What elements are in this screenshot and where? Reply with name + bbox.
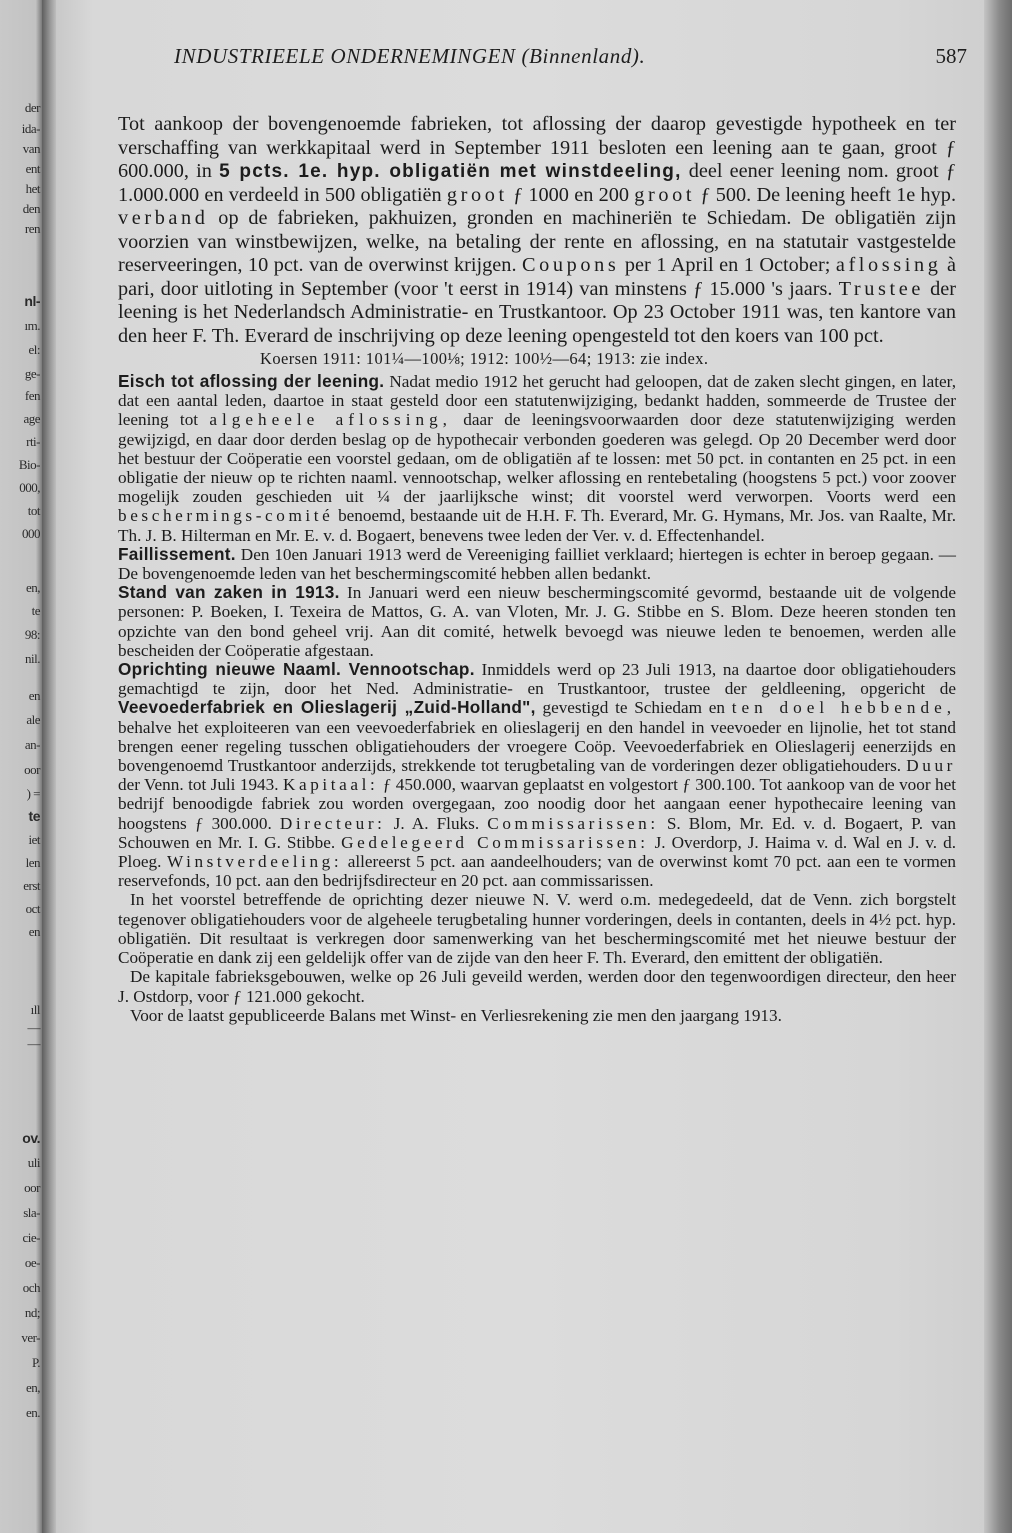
- margin-fragment: nd;: [24, 1305, 40, 1320]
- margin-fragment: iet: [28, 832, 40, 847]
- margin-fragment: het: [25, 181, 40, 196]
- margin-fragment: te: [31, 603, 40, 618]
- margin-fragment: en,: [25, 580, 40, 595]
- section-heading: Oprichting nieuwe Naaml. Vennootschap.: [118, 659, 475, 680]
- margin-fragment: tot: [27, 503, 40, 518]
- text-run: J. Overdorp, J. Haima v. d. Wal en J. v. d. Ploeg.: [118, 832, 956, 872]
- spaced-word: Kapitaal:: [282, 775, 379, 795]
- margin-fragment: rti-: [26, 434, 40, 449]
- running-title: INDUSTRIEELE ONDERNEMINGEN (Binnenland).: [174, 44, 646, 68]
- margin-fragment: 98:: [24, 627, 40, 642]
- margin-fragment: Bio-: [18, 457, 40, 472]
- spaced-word: algeheele aflossing,: [209, 410, 452, 430]
- margin-fragment: ıll: [30, 1002, 40, 1017]
- text-run: per 1 April en 1 October;: [619, 254, 836, 276]
- text-run: der Venn. tot Juli 1943.: [118, 775, 283, 795]
- spaced-word: Directeur:: [279, 813, 386, 833]
- spaced-word: ten doel hebbende,: [731, 698, 957, 718]
- margin-fragment: en: [28, 688, 40, 703]
- spaced-word: verband: [118, 207, 209, 229]
- text-run: ƒ 500. De leening heeft 1e hyp.: [695, 183, 957, 206]
- text-run: op de fabrieken, pakhuizen, gronden en machineriën te Schiedam. De obligatiën zijn voorzien van winstbewijzen, welke, na betaling der rente en aflossing, en na statutair vastgestelde reserveeringen, 10 pct. van de overwinst krijgen.: [118, 207, 956, 276]
- text-run: S. Blom, Mr. Ed. v. d. Bogaert, P. van Schouwen en Mr. I. G. Stibbe.: [118, 813, 957, 852]
- margin-fragment: cie-: [22, 1230, 40, 1245]
- section-faillissement: [118, 545, 956, 583]
- margin-fragment: sla-: [23, 1205, 40, 1220]
- margin-fragment: ida-: [21, 121, 40, 136]
- margin-fragment: oor: [24, 1180, 40, 1195]
- margin-fragment: uli: [27, 1155, 40, 1170]
- margin-fragment: en,: [25, 1380, 40, 1395]
- previous-page-margin: [0, 0, 42, 1533]
- margin-fragment: te: [28, 808, 40, 824]
- spaced-word: Commissarissen:: [487, 813, 659, 833]
- text-run: der leening is het Nederlandsch Administratie- en Trustkantoor. Op 23 October 1911 was, ten kantore van den heer F. Th. Everard de inschrijving op deze leening opengesteld tot den koers van 100 pct.: [118, 277, 957, 347]
- page-edge-shadow: [984, 0, 1012, 1533]
- section-stand-van-zaken: [118, 583, 956, 660]
- text-run: Inmiddels werd op 23 Juli 1913, na daartoe door obligatiehouders gemachtigd te zijn, door het Ned. Administratie- en Trustkantoor, trustee der geldleening, opgericht de: [118, 660, 956, 699]
- margin-fragment: oor: [24, 762, 40, 777]
- margin-fragment: ent: [25, 161, 40, 176]
- margin-fragment: ov.: [22, 1130, 40, 1146]
- text-run: deel eener leening nom. groot ƒ 1.000.000 en verdeeld in 500 obligatiën: [118, 160, 956, 206]
- text-run: ƒ 450.000, waarvan geplaatst en volgestort ƒ 300.100. Tot aankoop van de voor het bedrijf benoodigde fabriek zou worden overgegaan, zoo noodig door het aangaan eener hypothecaire leening van hoogstens ƒ 300.000.: [118, 775, 957, 833]
- loan-intro-paragraph: [118, 113, 956, 348]
- margin-fragment: —: [27, 1020, 40, 1035]
- text-run: benoemd, bestaande uit de H.H. F. Th. Everard, Mr. G. Hymans, Mr. Jos. van Raalte, Mr. Th. J. B. Hilterman en Mr. E. v. d. Bogaert, benevens twee leden der Ver. v. d. Effectenhandel.: [118, 506, 956, 545]
- margin-fragment: —: [27, 1036, 40, 1051]
- spaced-word: groot: [634, 183, 696, 206]
- margin-fragment: el:: [28, 342, 40, 357]
- section-heading: Stand van zaken in 1913.: [118, 582, 340, 603]
- spaced-word: Winstverdeeling:: [166, 852, 343, 872]
- margin-fragment: den: [22, 201, 40, 216]
- text-run: J. A. Fluks.: [385, 813, 488, 833]
- document-page: [56, 0, 984, 1533]
- text-run: behalve het exploiteeren van een veevoederfabriek en olieslagerij en den handel in veevoeder en lijnolie, het tot stand brengen eener regeling tusschen obligatiehouders der vroegere Coöp. Veevoederfabriek en Olieslagerij eenerzijds en bovengenoemd Trustkantoor anderzijds, strekkende tot terugbetaling van de vorderingen dezer obligatiehouders.: [118, 717, 956, 776]
- running-header: [174, 44, 967, 80]
- margin-fragment: 000: [22, 526, 40, 541]
- section-heading: Faillissement.: [118, 543, 236, 564]
- section-heading: Eisch tot aflossing der leening.: [118, 371, 385, 391]
- margin-fragment: en.: [25, 1405, 40, 1420]
- text-run: Nadat medio 1912 het gerucht had geloopen, dat de zaken slecht gingen, en later, dat een aantal leden, daartoe in staat gesteld door een statutenwijziging, bedankt hadden, sommeerde de Trustee der leening tot: [118, 372, 956, 430]
- margin-fragment: oct: [25, 901, 40, 916]
- article-body: [118, 113, 956, 1025]
- margin-fragment: van: [22, 141, 40, 156]
- spaced-word: Duur: [906, 756, 956, 776]
- spaced-word: Trustee: [838, 277, 924, 300]
- margin-fragment: erst: [23, 878, 40, 893]
- margin-fragment: en: [28, 924, 40, 939]
- text-run: Den 10en Januari 1913 werd de Vereeniging failliet verklaard; hiertegen is echter in beroep gegaan. — De bovengenoemde leden van het beschermingscomité hebben allen bedankt.: [118, 544, 956, 584]
- margin-fragment: ren: [24, 221, 40, 236]
- section-oprichting-nv: [118, 660, 956, 890]
- margin-fragment: nl-: [24, 293, 40, 309]
- section-eisch-tot-aflossing: [118, 372, 956, 545]
- margin-fragment: oe-: [24, 1255, 40, 1270]
- margin-fragment: P.: [31, 1355, 40, 1370]
- text-run: daar de leeningsvoorwaarden door deze statutenwijziging werden gewijzigd, en daar door derden beslag op de hypothecair verbonden goederen was gelegd. Op 20 December werd door het bestuur der Coöperatie een voorstel gedaan, om de obligatiën af te lossen: met 50 pct. in contanten en 25 pct. in een obligatie der nieuw op te richten naaml. vennootschap, welker aflossing en rentebetaling (hoogstens 5 pct.) voor zoover mogelijk zouden geschieden uit ¼ der jaarlijksche winst; dit voorstel werd verworpen. Voorts werd een: [118, 410, 956, 507]
- margin-fragment: och: [22, 1280, 40, 1295]
- spaced-word: Gedelegeerd Commissarissen:: [341, 832, 649, 852]
- closing-paragraph: In het voorstel betreffende de oprichting dezer nieuwe N. V. werd o.m. medegedeeld, dat de Venn. zich borgstelt tegenover obligatiehouders voor de algeheele terugbetaling hunner vorderingen, deels in contanten, deels in 4½ pct. hyp. obligatiën. Dit resultaat is verkregen door samenwerking van het beschermingscomité met het nieuwe bestuur der Coöperatie en dank zij een geldelijk offer van de zijde van den heer F. Th. Everard, den emittent der obligatiën.: [118, 890, 956, 968]
- margin-fragment: 000,: [19, 480, 40, 495]
- margin-fragment: ale: [26, 712, 40, 727]
- margin-fragment: len: [25, 855, 40, 870]
- spaced-word: groot: [446, 183, 508, 206]
- loan-type-bold: 5 pcts. 1e. hyp. obligatiën met winstdeeling,: [219, 161, 682, 182]
- margin-fragment: age: [23, 411, 40, 426]
- spaced-word: aflossing: [835, 254, 942, 276]
- text-run: Tot aankoop der bovengenoemde fabrieken, tot aflossing der daarop gevestigde hypotheek en ter verschaffing van werkkapitaal werd in September 1911 besloten een leening aan te gaan, groot: [118, 113, 956, 159]
- spaced-word: Coupons: [522, 254, 620, 276]
- margin-fragment: ) =: [26, 786, 40, 801]
- text-run: gevestigd te Schiedam en: [535, 698, 732, 718]
- margin-fragment: ge-: [24, 366, 40, 381]
- margin-fragment: der: [24, 100, 40, 115]
- margin-fragment: ver-: [21, 1330, 40, 1345]
- book-gutter: [42, 0, 56, 1533]
- text-run: à pari, door uitloting in September (voor 't eerst in 1914) van minstens ƒ 15.000 's jaars.: [118, 254, 956, 300]
- text-run: ƒ 1000 en 200: [507, 183, 635, 206]
- margin-fragment: fen: [24, 388, 40, 403]
- text-run: allereerst 5 pct. aan aandeelhouders; van de overwinst komt 70 pct. aan een te vormen reservefonds, 10 pct. aan den bedrijfsdirecteur en 20 pct. aan commissarissen.: [118, 852, 956, 891]
- company-name-bold: Veevoederfabriek en Olieslagerij „Zuid-Holland",: [118, 697, 536, 718]
- price-quotes-line: Koersen 1911: 101¼—100⅛; 1912: 100½—64; 1913: zie index.: [260, 349, 709, 368]
- spaced-word: beschermings-comité: [118, 506, 334, 526]
- closing-paragraph: De kapitale fabrieksgebouwen, welke op 26 Juli geveild werden, werden door den tegenwoordigen directeur, den heer J. Ostdorp, voor ƒ 121.000 gekocht.: [118, 967, 956, 1006]
- closing-paragraph: Voor de laatst gepubliceerde Balans met Winst- en Verliesrekening zie men den jaargang 1913.: [130, 1005, 782, 1025]
- text-run: In Januari werd een nieuw beschermingscomité gevormd, bestaande uit de volgende personen: P. Boeken, I. Texeira de Mattos, G. A. van Vloten, Mr. J. G. Stibbe en S. Blom. Deze heeren stonden ten opzichte van den bond geheel vrij. Aan dit comité, hetwelk bevoegd was nieuwe leden te benoemen, werden alle bescheiden der Coöperatie afgestaan.: [118, 583, 956, 660]
- page-number: 587: [935, 44, 967, 68]
- margin-fragment: ım.: [24, 318, 40, 333]
- text-run: ƒ 600.000, in: [118, 136, 956, 182]
- margin-fragment: nil.: [25, 651, 40, 666]
- margin-fragment: an-: [24, 737, 40, 752]
